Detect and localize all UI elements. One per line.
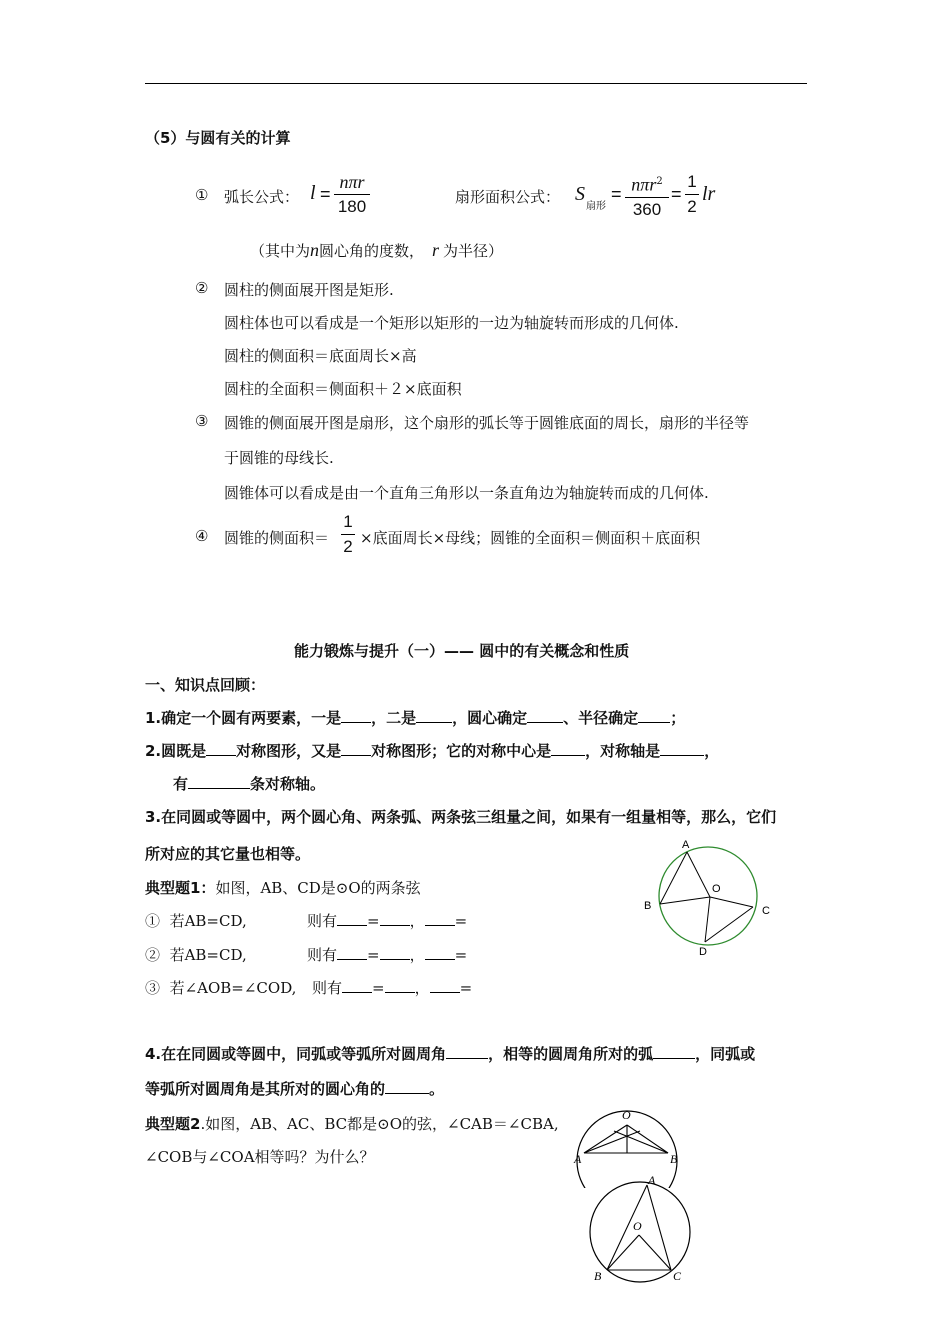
half-denominator: 2 <box>687 197 697 216</box>
half-numerator: 1 <box>687 172 697 191</box>
figure-circle-chords <box>640 832 780 962</box>
example-1-row-3-answer: 则有 = ， = <box>312 979 473 997</box>
arc-length-label: 弧长公式： <box>224 188 300 206</box>
radius-od <box>705 897 710 942</box>
label-c: C <box>673 1269 682 1283</box>
answer-blank[interactable] <box>425 945 455 960</box>
answer-blank[interactable] <box>342 978 372 993</box>
label-d: D <box>699 946 707 958</box>
sector-tail: lr <box>702 183 716 205</box>
example-1-row-3: ③ 若∠AOB=∠COD, <box>145 979 297 997</box>
header-rule <box>145 83 807 84</box>
label-a: A <box>574 1152 582 1166</box>
item3-line1: 圆锥的侧面展开图是扇形，这个扇形的弧长等于圆锥底面的周长，扇形的半径等 <box>224 414 750 432</box>
label-b: B <box>670 1152 678 1166</box>
item2-marker: ② <box>195 279 209 297</box>
radius-oc <box>710 897 753 907</box>
practice-title: 能力锻炼与提升（一）—— 圆中的有关概念和性质 <box>294 642 630 660</box>
answer-blank[interactable] <box>206 741 236 756</box>
answer-blank[interactable] <box>385 1079 429 1094</box>
answer-blank[interactable] <box>430 978 460 993</box>
answer-blank[interactable] <box>337 945 367 960</box>
label-c: C <box>762 905 770 917</box>
sector-exponent: 2 <box>656 176 663 187</box>
fraction-bar <box>334 194 370 195</box>
answer-blank[interactable] <box>653 1044 695 1059</box>
item4-fraction <box>341 512 355 557</box>
label-o: O <box>712 883 721 895</box>
arc-denominator: 180 <box>337 197 367 216</box>
example-1-intro: 典型题1：如图，AB、CD是⊙O的两条弦 <box>145 879 421 897</box>
example-1-row-1: ① 若AB=CD, <box>145 912 247 930</box>
part1-heading: 一、知识点回顾： <box>145 676 266 694</box>
item4-denominator: 2 <box>343 537 353 556</box>
fraction-bar <box>341 534 355 535</box>
figure-segments <box>660 852 753 942</box>
figure-circle <box>659 847 757 945</box>
answer-blank[interactable] <box>380 911 410 926</box>
fraction-bar <box>685 194 699 195</box>
half-fraction <box>685 172 699 217</box>
label-a: A <box>648 1173 656 1187</box>
example-1-row-1-answer: 则有 = ， = <box>307 912 468 930</box>
item2-line2: 圆柱体也可以看成是一个矩形以矩形的一边为轴旋转而形成的几何体. <box>224 314 679 332</box>
label-o: O <box>622 1108 631 1122</box>
item1-marker: ① <box>195 186 209 204</box>
answer-blank[interactable] <box>385 978 415 993</box>
answer-blank[interactable] <box>380 945 410 960</box>
label-o: O <box>633 1219 642 1233</box>
answer-blank[interactable] <box>425 911 455 926</box>
label-b: B <box>594 1269 602 1283</box>
item4-numerator: 1 <box>343 512 353 531</box>
sector-numerator: nπr$^2$ <box>631 174 663 195</box>
radius-oa <box>687 852 710 897</box>
example-1-row-2-answer: 则有 = ， = <box>307 946 468 964</box>
sector-denominator: 360 <box>632 200 662 220</box>
fraction-bar <box>625 197 669 198</box>
item3-line2: 于圆锥的母线长. <box>224 449 334 467</box>
item3-marker: ③ <box>195 412 209 430</box>
answer-blank[interactable] <box>341 741 371 756</box>
item4-marker: ④ <box>195 527 209 545</box>
sector-eq2: = <box>671 184 682 204</box>
sector-lhs: S <box>575 183 585 205</box>
label-a: A <box>682 839 690 851</box>
example-1-row-2: ② 若AB=CD, <box>145 946 247 964</box>
sector-fraction <box>625 172 669 220</box>
question-2: 2.圆既是 对称图形，又是 对称图形；它的对称中心是 ，对称轴是 ， <box>145 742 720 760</box>
question-2-cont: 有 条对称轴。 <box>173 775 326 793</box>
question-3-line1: 3.在同圆或等圆中，两个圆心角、两条弧、两条弦三组量之间，如果有一组量相等，那么，它们 <box>145 808 777 826</box>
answer-blank[interactable] <box>416 708 452 723</box>
arc-eq: = <box>320 184 331 204</box>
item2-line3: 圆柱的侧面积＝底面周长×高 <box>224 347 417 365</box>
answer-blank[interactable] <box>337 911 367 926</box>
formula-note: （其中为n圆心角的度数， r 为半径） <box>250 240 504 260</box>
question-1: 1.确定一个圆有两要素，一是 ，二是 ，圆心确定 、半径确定 ； <box>145 709 686 727</box>
section-heading: （5）与圆有关的计算 <box>145 129 291 147</box>
answer-blank[interactable] <box>551 741 585 756</box>
figure-example-2-bottom <box>583 1172 703 1287</box>
sector-eq: = <box>611 184 622 204</box>
answer-blank[interactable] <box>188 774 250 789</box>
label-b: B <box>644 900 652 912</box>
radius-ob <box>607 1235 639 1270</box>
radius-ob <box>660 897 710 904</box>
chord-ab <box>660 852 687 904</box>
question-3-line2: 所对应的其它量也相等。 <box>145 845 311 863</box>
answer-blank[interactable] <box>638 708 670 723</box>
example-2-question: ∠COB与∠COA相等吗？为什么？ <box>145 1148 375 1166</box>
item4-pre: 圆锥的侧面积＝ <box>224 529 330 547</box>
answer-blank[interactable] <box>660 741 704 756</box>
example-2-intro: 典型题2.如图，AB、AC、BC都是⊙O的弦，∠CAB＝∠CBA, <box>145 1115 559 1133</box>
sector-subscript: 扇形 <box>586 201 606 212</box>
item4-post: ×底面周长×母线；圆锥的全面积＝侧面积＋底面积 <box>360 529 701 547</box>
item3-line3: 圆锥体可以看成是由一个直角三角形以一条直角边为轴旋转而成的几何体. <box>224 484 709 502</box>
item2-line1: 圆柱的侧面展开图是矩形. <box>224 281 394 299</box>
chord-cd <box>705 907 753 942</box>
answer-blank[interactable] <box>446 1044 488 1059</box>
arc-numerator: nπr <box>339 172 365 192</box>
arc-lhs: l <box>310 182 316 204</box>
sector-area-label: 扇形面积公式： <box>455 188 561 206</box>
answer-blank[interactable] <box>341 708 371 723</box>
question-4-line2: 等弧所对圆周角是其所对的圆心角的 。 <box>145 1080 445 1098</box>
question-4-line1: 4.在在同圆或等圆中，同弧或等弧所对圆周角 ，相等的圆周角所对的弧 ，同弧或 <box>145 1045 756 1063</box>
item2-line4: 圆柱的全面积＝侧面积＋２×底面积 <box>224 380 462 398</box>
answer-blank[interactable] <box>527 708 563 723</box>
arc-fraction <box>334 172 370 217</box>
